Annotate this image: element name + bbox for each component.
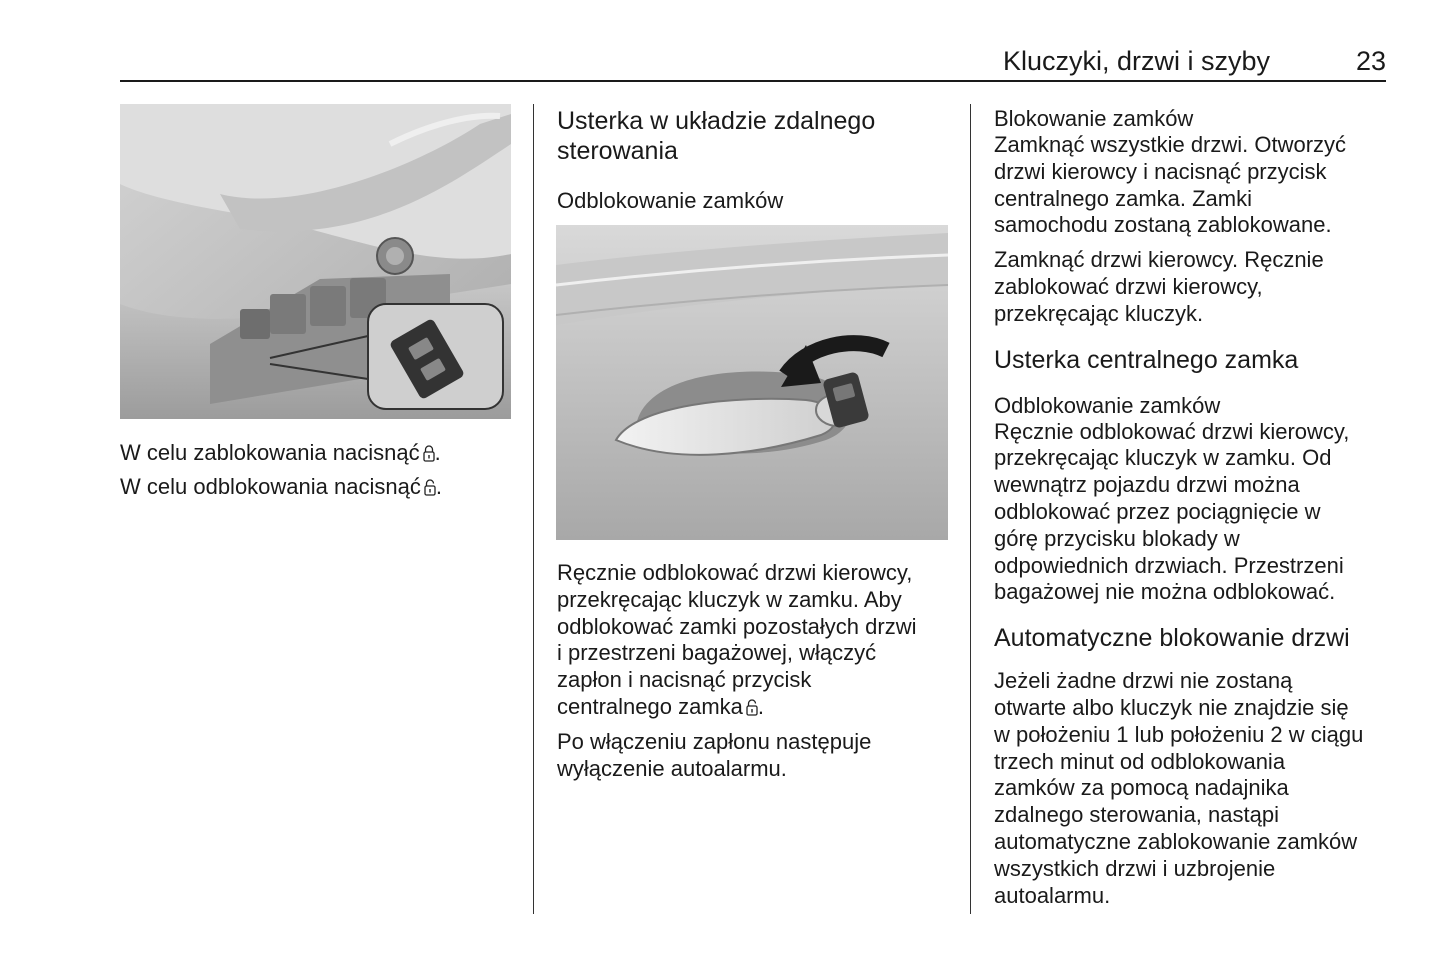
line: odblokować zamki pozostałych drzwi xyxy=(557,613,917,639)
line: Ręcznie odblokować drzwi kierowcy, xyxy=(557,560,913,585)
period: . xyxy=(757,693,765,719)
subheading-unlock: Odblokowanie zamków xyxy=(557,188,784,213)
line: bagażowej nie można odblokować. xyxy=(994,579,1336,605)
line: autoalarmu. xyxy=(994,882,1111,908)
line: w położeniu 1 lub położeniu 2 w ciągu xyxy=(994,721,1364,747)
line: Zamknąć wszystkie drzwi. Otworzyć xyxy=(994,132,1347,157)
line: górę przycisku blokady w xyxy=(994,525,1240,551)
line: zablokować drzwi kierowcy, xyxy=(994,273,1263,299)
line: odpowiednich drzwiach. Przestrzeni xyxy=(994,552,1344,578)
lock-instruction-text: W celu zablokowania nacisnąć xyxy=(120,440,420,465)
unlock-instruction xyxy=(120,474,520,501)
section-title: Kluczyki, drzwi i szyby xyxy=(1002,46,1270,76)
paragraph-lock-1 xyxy=(994,132,1394,239)
line: przekręcając kluczyk. xyxy=(994,300,1204,326)
line: trzech minut od odblokowania xyxy=(994,748,1286,774)
line: drzwi kierowcy i nacisnąć przycisk xyxy=(994,158,1327,184)
period: . xyxy=(435,473,442,499)
line: zamków za pomocą nadajnika xyxy=(994,775,1289,801)
right-column xyxy=(994,106,1394,909)
line: wszystkich drzwi i uzbrojenie xyxy=(994,855,1276,881)
subheading-unlock-right: Odblokowanie zamków xyxy=(994,392,1221,418)
line: przekręcając kluczyk w zamku. Od xyxy=(994,445,1332,471)
heading-remote-fault: Usterka w układzie zdalnego sterowania xyxy=(557,107,876,165)
line: wewnątrz pojazdu drzwi można xyxy=(994,472,1300,498)
column-divider-left xyxy=(533,104,534,914)
line: centralnego zamka xyxy=(557,693,743,719)
paragraph-unlock xyxy=(994,419,1394,607)
door-handle-key-turn-image xyxy=(556,225,948,540)
unlock-instruction-text: W celu odblokowania nacisnąć xyxy=(120,473,421,499)
line: Zamknąć drzwi kierowcy. Ręcznie xyxy=(994,247,1324,273)
line: i przestrzeni bagażowej, włączyć xyxy=(557,640,877,666)
paragraph-manual-unlock xyxy=(557,560,952,721)
line: Po włączeniu zapłonu następuje xyxy=(557,728,872,754)
middle-column xyxy=(557,106,952,214)
page-number: 23 xyxy=(1355,46,1386,76)
line: przekręcając kluczyk w zamku. Aby xyxy=(557,586,902,612)
line: Jeżeli żadne drzwi nie zostaną xyxy=(994,668,1293,694)
line: samochodu zostaną zablokowane. xyxy=(994,212,1332,238)
period: . xyxy=(434,440,441,465)
lock-closed-icon xyxy=(423,444,435,462)
door-handle-figure xyxy=(556,225,948,540)
line: otwarte albo kluczyk nie znajdzie się xyxy=(994,694,1349,720)
door-window-switch-panel-image xyxy=(120,104,511,419)
column-divider-right xyxy=(970,104,971,914)
lock-open-icon xyxy=(424,478,436,496)
line: automatyczne zablokowanie zamków xyxy=(994,828,1358,854)
heading-central-lock-fault: Usterka centralnego zamka xyxy=(994,345,1299,374)
lock-instruction xyxy=(120,440,520,467)
line: wyłączenie autoalarmu. xyxy=(557,755,787,781)
paragraph-lock-2 xyxy=(994,247,1394,327)
lock-open-icon xyxy=(746,698,758,716)
subheading-lock: Blokowanie zamków xyxy=(994,106,1194,131)
heading-auto-lock: Automatyczne blokowanie drzwi xyxy=(994,624,1350,653)
line: zapłon i nacisnąć przycisk xyxy=(557,667,812,693)
paragraph-alarm-off xyxy=(557,729,952,783)
line: centralnego zamka. Zamki xyxy=(994,185,1252,211)
paragraph-auto-lock xyxy=(994,668,1394,909)
header-rule xyxy=(120,80,1386,82)
line: zdalnego sterowania, nastąpi xyxy=(994,802,1279,828)
line: Ręcznie odblokować drzwi kierowcy, xyxy=(994,418,1350,444)
line: odblokować przez pociągnięcie w xyxy=(994,498,1321,524)
left-column xyxy=(120,440,520,501)
middle-column-text xyxy=(557,560,952,782)
door-switch-panel-figure xyxy=(120,104,511,419)
